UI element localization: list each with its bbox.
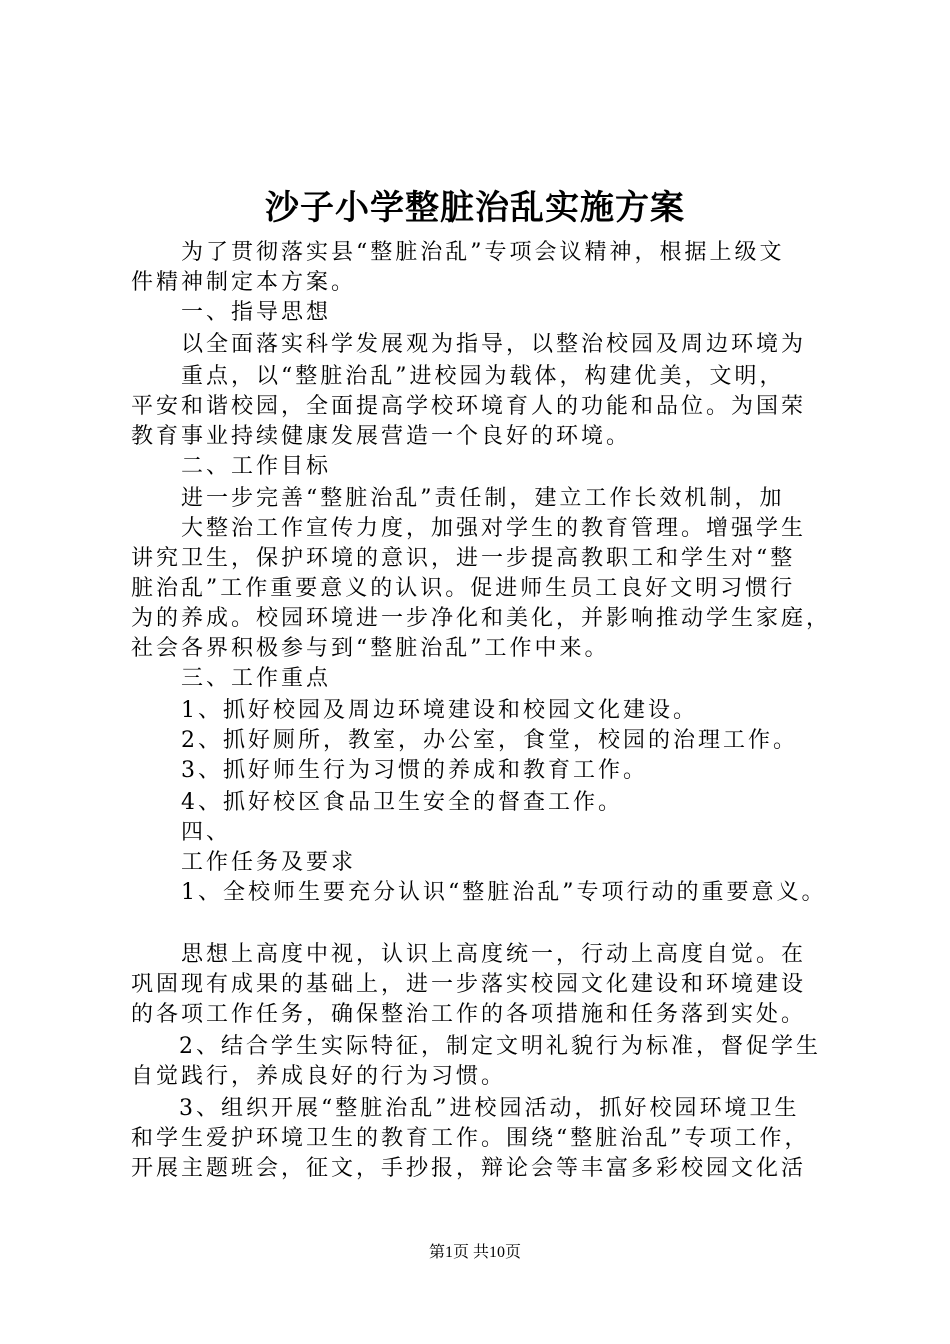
body-line: 的各项工作任务，确保整治工作的各项措施和任务落到实处。 <box>131 1002 807 1027</box>
body-line: 教育事业持续健康发展营造一个良好的环境。 <box>131 424 632 449</box>
document-title: 沙子小学整脏治乱实施方案 <box>265 188 685 228</box>
body-line: 巩固现有成果的基础上，进一步落实校园文化建设和环境建设 <box>131 972 807 997</box>
body-line: 自觉践行，养成良好的行为习惯。 <box>131 1064 507 1089</box>
section-heading: 三、工作重点 <box>181 666 332 691</box>
list-item: 2、抓好厕所，教室，办公室，食堂，校园的治理工作。 <box>181 728 798 753</box>
body-line: 大整治工作宣传力度，加强对学生的教育管理。增强学生 <box>181 516 807 541</box>
section-heading: 二、工作目标 <box>181 454 332 479</box>
body-line: 开展主题班会，征文，手抄报，辩论会等丰富多彩校园文化活 <box>131 1156 807 1181</box>
list-item: 4、抓好校区食品卫生安全的督查工作。 <box>181 790 623 815</box>
list-item: 1、全校师生要充分认识“整脏治乱”专项行动的重要意义。 <box>181 880 827 905</box>
body-line: 讲究卫生，保护环境的意识，进一步提高教职工和学生对“整 <box>131 546 796 571</box>
body-line: 和学生爱护环境卫生的教育工作。围绕“整脏治乱”专项工作， <box>131 1126 810 1151</box>
body-line: 为的养成。校园环境进一步净化和美化，并影响推动学生家庭， <box>131 606 832 631</box>
list-item: 3、抓好师生行为习惯的养成和教育工作。 <box>181 758 648 783</box>
list-item: 2、结合学生实际特征，制定文明礼貌行为标准，督促学生 <box>179 1034 821 1059</box>
body-line: 重点，以“整脏治乱”进校园为载体，构建优美，文明， <box>181 364 785 389</box>
page-number-footer: 第1页 共10页 <box>428 1244 521 1261</box>
section-heading: 四、 <box>181 820 232 845</box>
section-heading: 工作任务及要求 <box>181 850 357 875</box>
body-line: 思想上高度中视，认识上高度统一，行动上高度自觉。在 <box>181 942 807 967</box>
body-line: 为了贯彻落实县“整脏治乱”专项会议精神，根据上级文 <box>181 240 785 265</box>
body-line: 以全面落实科学发展观为指导，以整治校园及周边环境为 <box>181 332 807 357</box>
body-line: 进一步完善“整脏治乱”责任制，建立工作长效机制，加 <box>181 486 785 511</box>
list-item: 1、抓好校园及周边环境建设和校园文化建设。 <box>181 698 698 723</box>
body-line: 社会各界积极参与到“整脏治乱”工作中来。 <box>131 636 610 661</box>
body-line: 件精神制定本方案。 <box>131 270 357 295</box>
section-heading: 一、指导思想 <box>181 300 332 325</box>
body-line: 脏治乱”工作重要意义的认识。促进师生员工良好文明习惯行 <box>131 576 796 601</box>
list-item: 3、组织开展“整脏治乱”进校园活动，抓好校园环境卫生 <box>179 1096 800 1121</box>
body-line: 平安和谐校园，全面提高学校环境育人的功能和品位。为国荣 <box>131 394 807 419</box>
